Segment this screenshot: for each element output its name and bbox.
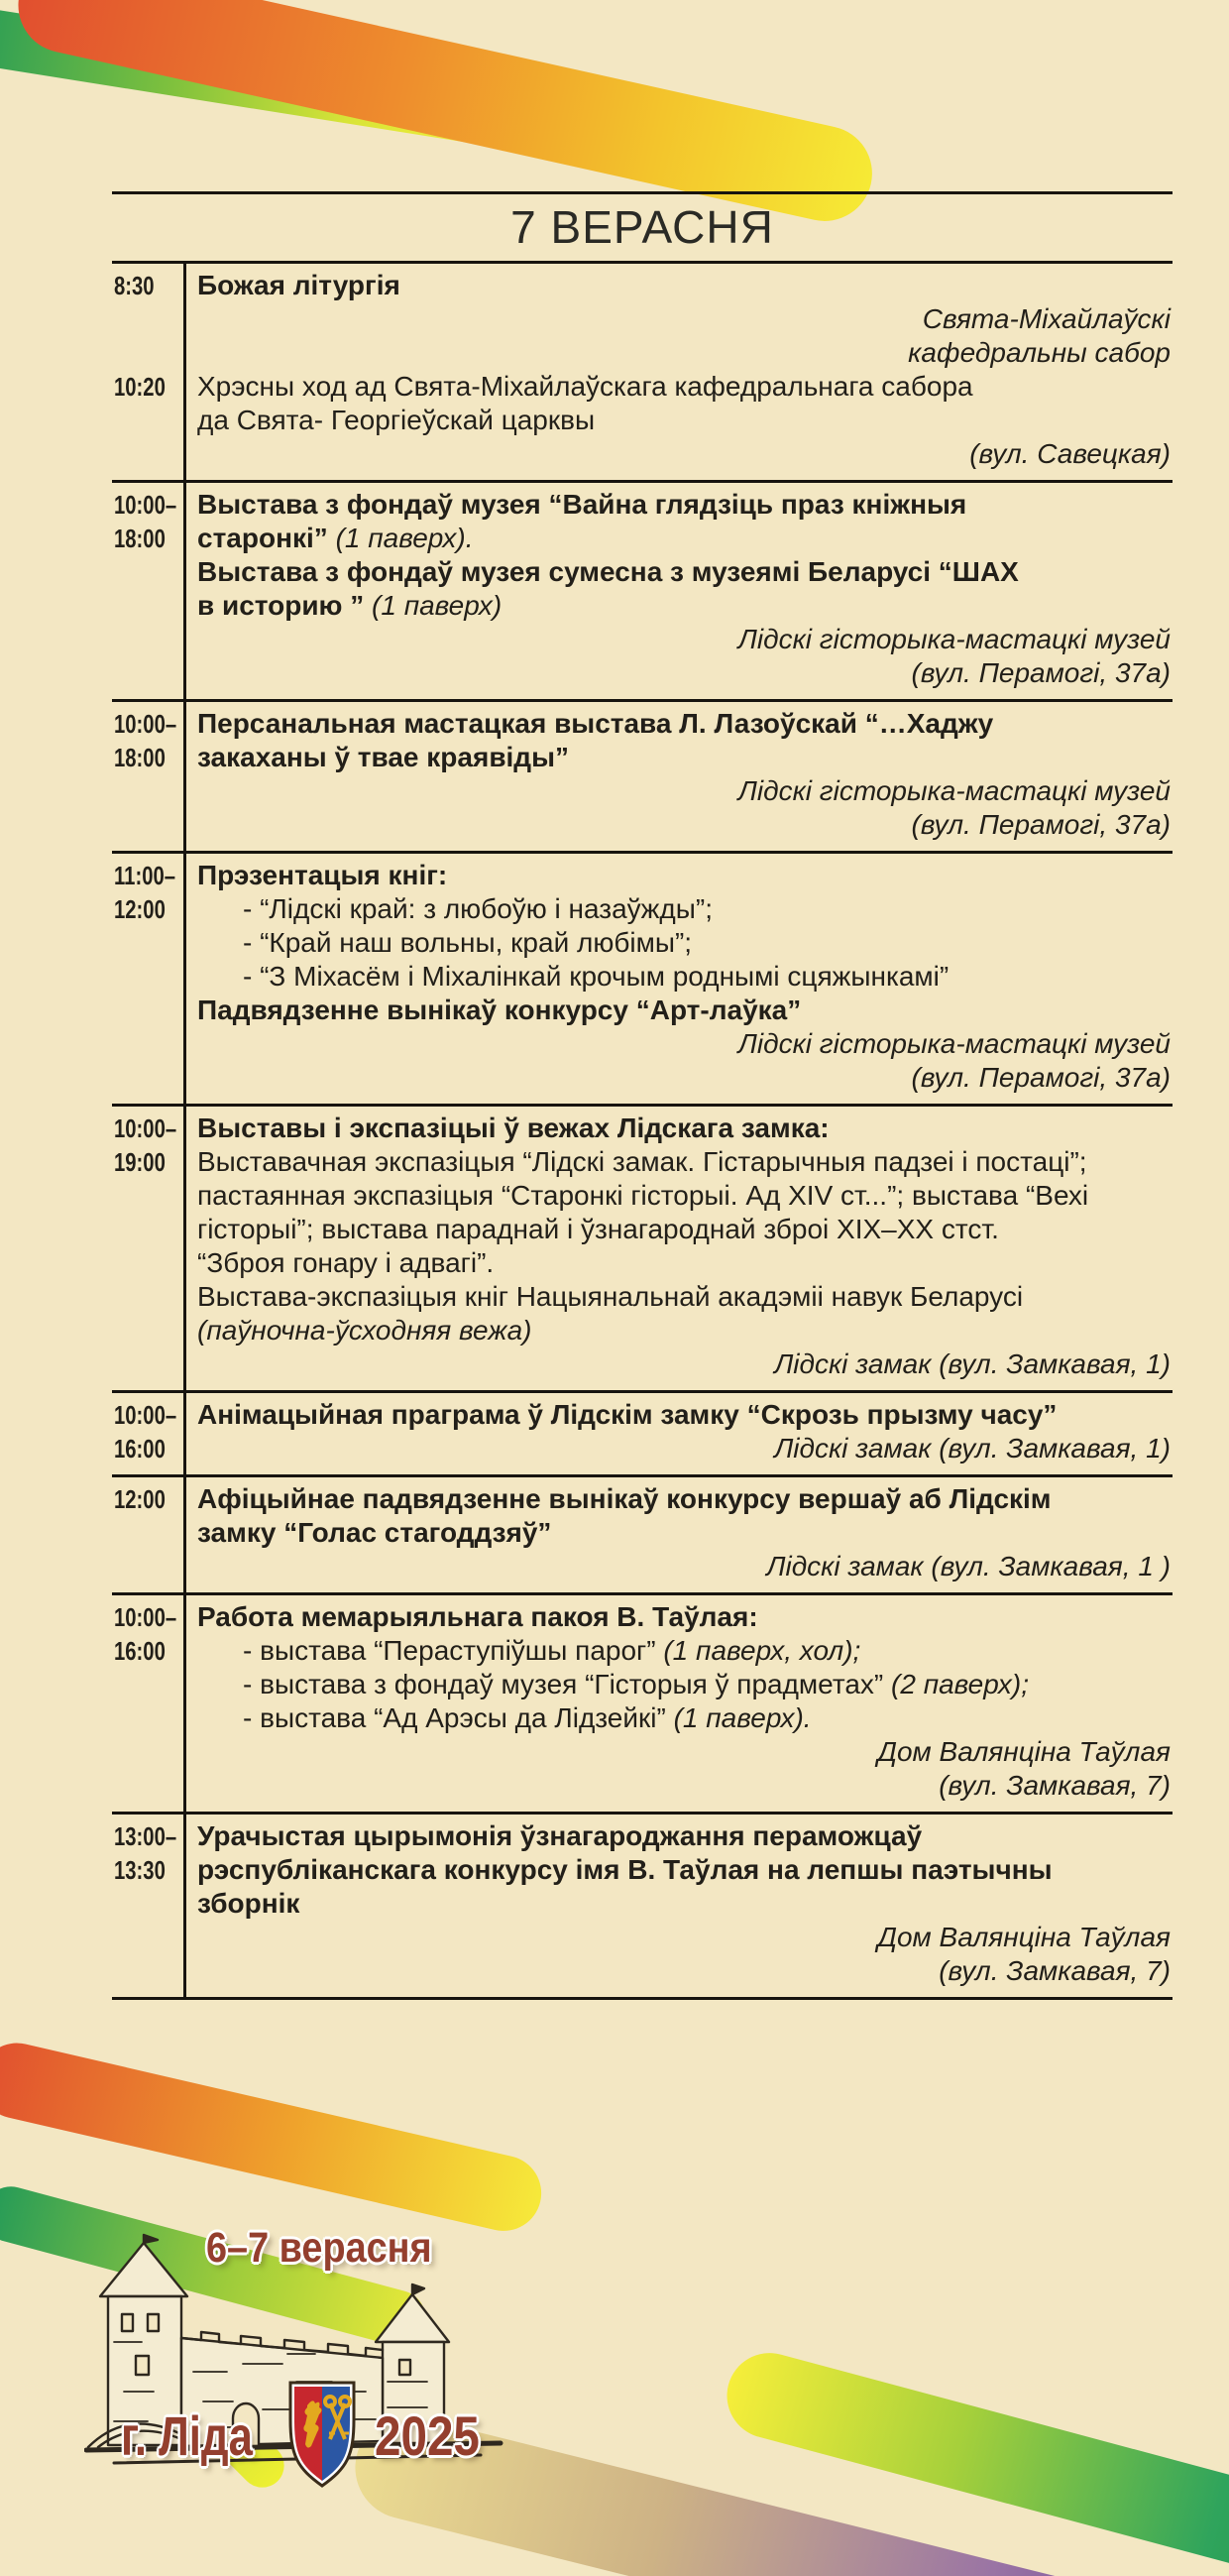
time-gutter: [112, 1179, 185, 1213]
event-text: Прэзентацыя кніг:: [197, 860, 448, 890]
time-gutter: [112, 1398, 185, 1432]
schedule-line: [112, 1516, 1173, 1550]
schedule-line: [112, 1027, 1173, 1061]
time-gutter: [112, 555, 185, 589]
event-text: Персанальная мастацкая выстава Л. Лазоўскай “…Хаджу: [197, 708, 994, 739]
event-text: - “Лідскі край: з любоўю і назаўжды”;: [243, 893, 713, 924]
schedule-section: [112, 1595, 1173, 1815]
event-text: Выстава-экспазіцыя кніг Нацыянальнай акадэміі навук Беларусі: [197, 1281, 1024, 1312]
page-title: 7 ВЕРАСНЯ: [510, 201, 774, 253]
schedule-line: [112, 960, 1173, 994]
event-text: - выстава “Пераступіўшы парог” (1 паверх, хол);: [243, 1635, 861, 1666]
time-gutter: [112, 892, 185, 926]
schedule-section: [112, 1477, 1173, 1595]
time-gutter: [112, 1701, 185, 1735]
schedule-line: [112, 1550, 1173, 1583]
schedule-line: [112, 1921, 1173, 1954]
time-gutter: [112, 1887, 185, 1921]
time-gutter: [112, 1482, 185, 1516]
time-gutter: [112, 404, 185, 437]
event-text: - выстава “Ад Арэсы да Лідзейкі” (1 паверх).: [243, 1702, 812, 1733]
time-label: 10:00–: [114, 1400, 177, 1430]
time-label: 18:00: [114, 743, 166, 772]
time-label: 12:00: [114, 1484, 166, 1514]
schedule-section: [112, 264, 1173, 483]
event-text: Божая літургія: [197, 270, 400, 300]
event-text: (вул. Савецкая): [969, 438, 1171, 469]
event-text: “Зброя гонару і адвагі”.: [197, 1247, 495, 1278]
schedule-section: [112, 1107, 1173, 1393]
time-gutter: [112, 488, 185, 522]
event-text: Выстава з фондаў музея “Вайна глядзіць праз кніжныя: [197, 489, 967, 520]
event-text: да Свята- Георгіеўскай царквы: [197, 405, 596, 435]
time-gutter: [112, 302, 185, 336]
schedule-line: [112, 1145, 1173, 1179]
schedule-line: [112, 926, 1173, 960]
schedule-line: [112, 656, 1173, 690]
schedule-line: [112, 623, 1173, 656]
schedule-line: [112, 1887, 1173, 1921]
time-gutter: [112, 269, 185, 302]
schedule-line: [112, 1179, 1173, 1213]
schedule-line: [112, 1314, 1173, 1347]
schedule-line: [112, 1600, 1173, 1634]
event-text: Афіцыйнае падвядзенне вынікаў конкурсу вершаў аб Лідскім: [197, 1483, 1052, 1514]
time-label: 10:00–: [114, 490, 177, 520]
schedule-line: [112, 994, 1173, 1027]
schedule-line: [112, 859, 1173, 892]
time-label: 8:30: [114, 271, 155, 300]
schedule-section: [112, 1393, 1173, 1477]
schedule-line: [112, 1954, 1173, 1988]
schedule-line: [112, 302, 1173, 336]
schedule-line: [112, 370, 1173, 404]
time-gutter: [112, 589, 185, 623]
event-text: в историю ” (1 паверх): [197, 590, 503, 621]
time-label: 13:30: [114, 1855, 166, 1885]
schedule-line: [112, 336, 1173, 370]
event-text: Падвядзенне вынікаў конкурсу “Арт-лаўка”: [197, 995, 802, 1025]
time-gutter: [112, 859, 185, 892]
schedule-line: [112, 892, 1173, 926]
schedule-line: [112, 1061, 1173, 1095]
event-text: Лідскі замак (вул. Замкавая, 1): [774, 1433, 1171, 1464]
event-text: Лідскі замак (вул. Замкавая, 1): [774, 1348, 1171, 1379]
schedule-line: [112, 1769, 1173, 1803]
schedule-line: [112, 1482, 1173, 1516]
schedule-line: [112, 404, 1173, 437]
schedule-line: [112, 1112, 1173, 1145]
time-gutter: [112, 1112, 185, 1145]
event-text: - “З Міхасём і Міхалінкай крочым роднымі сцяжынкамі”: [243, 961, 950, 992]
event-text: Выставачная экспазіцыя “Лідскі замак. Гістарычныя падзеі і постаці”;: [197, 1146, 1087, 1177]
time-label: 10:00–: [114, 1602, 177, 1632]
time-label: 16:00: [114, 1636, 166, 1666]
time-gutter: [112, 656, 185, 690]
event-text: Анімацыйная праграма ў Лідскім замку “Скрозь прызму часу”: [197, 1399, 1058, 1430]
schedule-line: [112, 774, 1173, 808]
time-label: 11:00–: [114, 861, 176, 890]
schedule-line: [112, 741, 1173, 774]
event-text: Работа мемарыяльнага пакоя В. Таўлая:: [197, 1601, 758, 1632]
schedule-line: [112, 1701, 1173, 1735]
time-gutter: [112, 707, 185, 741]
schedule-section: [112, 702, 1173, 854]
event-text: Лідскі гісторыка-мастацкі музей: [737, 1028, 1171, 1059]
event-text: Дом Валянціна Таўлая: [877, 1736, 1171, 1767]
time-gutter: [112, 1314, 185, 1347]
time-label: 18:00: [114, 524, 166, 553]
schedule-line: [112, 589, 1173, 623]
schedule-line: [112, 1398, 1173, 1432]
event-text: Выставы і экспазіцыі ў вежах Лідскага замка:: [197, 1112, 830, 1143]
event-text: старонкі” (1 паверх).: [197, 523, 474, 553]
event-text: Лідскі замак (вул. Замкавая, 1 ): [766, 1551, 1171, 1581]
time-gutter: [112, 1634, 185, 1668]
time-gutter: [112, 336, 185, 370]
event-text: Выстава з фондаў музея сумесна з музеямі Беларусі “ШАХ: [197, 556, 1019, 587]
time-label: 19:00: [114, 1147, 166, 1177]
schedule-line: [112, 1280, 1173, 1314]
schedule-line: [112, 1246, 1173, 1280]
schedule-line: [112, 555, 1173, 589]
time-gutter: [112, 1954, 185, 1988]
time-gutter: [112, 1921, 185, 1954]
event-text: пастаянная экспазіцыя “Старонкі гісторыі. Ад XIV ст...”; выстава “Вехі: [197, 1180, 1089, 1211]
lida-coat-of-arms: [285, 2378, 359, 2489]
time-gutter: [112, 960, 185, 994]
time-gutter: [112, 1600, 185, 1634]
schedule-line: [112, 1853, 1173, 1887]
time-gutter: [112, 1769, 185, 1803]
time-gutter: [112, 1246, 185, 1280]
schedule-line: [112, 1634, 1173, 1668]
time-gutter: [112, 1213, 185, 1246]
time-gutter: [112, 1819, 185, 1853]
time-gutter: [112, 994, 185, 1027]
time-gutter: [112, 741, 185, 774]
schedule-line: [112, 1213, 1173, 1246]
event-text: - выстава з фондаў музея “Гісторыя ў прадметах” (2 паверх);: [243, 1669, 1029, 1699]
schedule-line: [112, 808, 1173, 842]
event-text: рэспубліканскага конкурсу імя В. Таўлая на лепшы паэтычны: [197, 1854, 1053, 1885]
event-text: (вул. Перамогі, 37а): [911, 657, 1171, 688]
event-text: Лідскі гісторыка-мастацкі музей: [737, 624, 1171, 654]
schedule: [112, 264, 1173, 2000]
time-gutter: [112, 437, 185, 471]
time-gutter: [112, 1853, 185, 1887]
time-label: 10:20: [114, 372, 166, 402]
footer-city: г. Ліда: [121, 2404, 253, 2467]
schedule-line: [112, 1735, 1173, 1769]
event-text: (паўночна-ўсходняя вежа): [197, 1315, 532, 1346]
schedule-section: [112, 1815, 1173, 2000]
event-text: закаханы ў твае краявіды”: [197, 742, 569, 772]
schedule-line: [112, 1432, 1173, 1465]
time-gutter: [112, 1347, 185, 1381]
event-text: гісторыі”; выстава параднай і ўзнагароднай зброі XIX–XX стст.: [197, 1214, 999, 1244]
footer-year: 2025: [375, 2404, 480, 2467]
time-gutter: [112, 522, 185, 555]
time-gutter: [112, 1432, 185, 1465]
event-text: (вул. Перамогі, 37а): [911, 1062, 1171, 1093]
time-gutter: [112, 1668, 185, 1701]
event-text: Дом Валянціна Таўлая: [877, 1922, 1171, 1952]
time-gutter: [112, 1550, 185, 1583]
schedule-line: [112, 522, 1173, 555]
schedule-section: [112, 483, 1173, 702]
time-label: 10:00–: [114, 709, 177, 739]
event-text: замку “Голас стагоддзяў”: [197, 1517, 552, 1548]
schedule-line: [112, 1668, 1173, 1701]
time-gutter: [112, 1061, 185, 1095]
schedule-line: [112, 269, 1173, 302]
schedule-line: [112, 707, 1173, 741]
schedule-line: [112, 488, 1173, 522]
event-text: (вул. Замкавая, 7): [939, 1770, 1171, 1801]
schedule-sheet: [112, 0, 1173, 2000]
time-gutter: [112, 1027, 185, 1061]
footer-dates: 6–7 верасня: [206, 2224, 432, 2272]
time-gutter: [112, 370, 185, 404]
schedule-line: [112, 1819, 1173, 1853]
time-label: 10:00–: [114, 1113, 177, 1143]
event-text: кафедральны сабор: [908, 337, 1171, 368]
time-gutter: [112, 926, 185, 960]
event-text: Лідскі гісторыка-мастацкі музей: [737, 775, 1171, 806]
time-gutter: [112, 808, 185, 842]
time-gutter: [112, 1516, 185, 1550]
event-text: (вул. Перамогі, 37а): [911, 809, 1171, 840]
event-text: (вул. Замкавая, 7): [939, 1955, 1171, 1986]
time-label: 16:00: [114, 1434, 166, 1464]
event-text: Хрэсны ход ад Свята-Міхайлаўскага кафедральнага сабора: [197, 371, 973, 402]
time-gutter: [112, 1145, 185, 1179]
time-gutter: [112, 1735, 185, 1769]
schedule-line: [112, 437, 1173, 471]
schedule-line: [112, 1347, 1173, 1381]
event-text: Урачыстая цырымонія ўзнагароджання пераможцаў: [197, 1820, 923, 1851]
event-text: зборнік: [197, 1888, 300, 1919]
time-label: 13:00–: [114, 1821, 177, 1851]
event-text: - “Край наш вольны, край любімы”;: [243, 927, 693, 958]
schedule-section: [112, 854, 1173, 1107]
time-gutter: [112, 774, 185, 808]
event-text: Свята-Міхайлаўскі: [922, 303, 1171, 334]
time-gutter: [112, 623, 185, 656]
time-label: 12:00: [114, 894, 166, 924]
time-gutter: [112, 1280, 185, 1314]
